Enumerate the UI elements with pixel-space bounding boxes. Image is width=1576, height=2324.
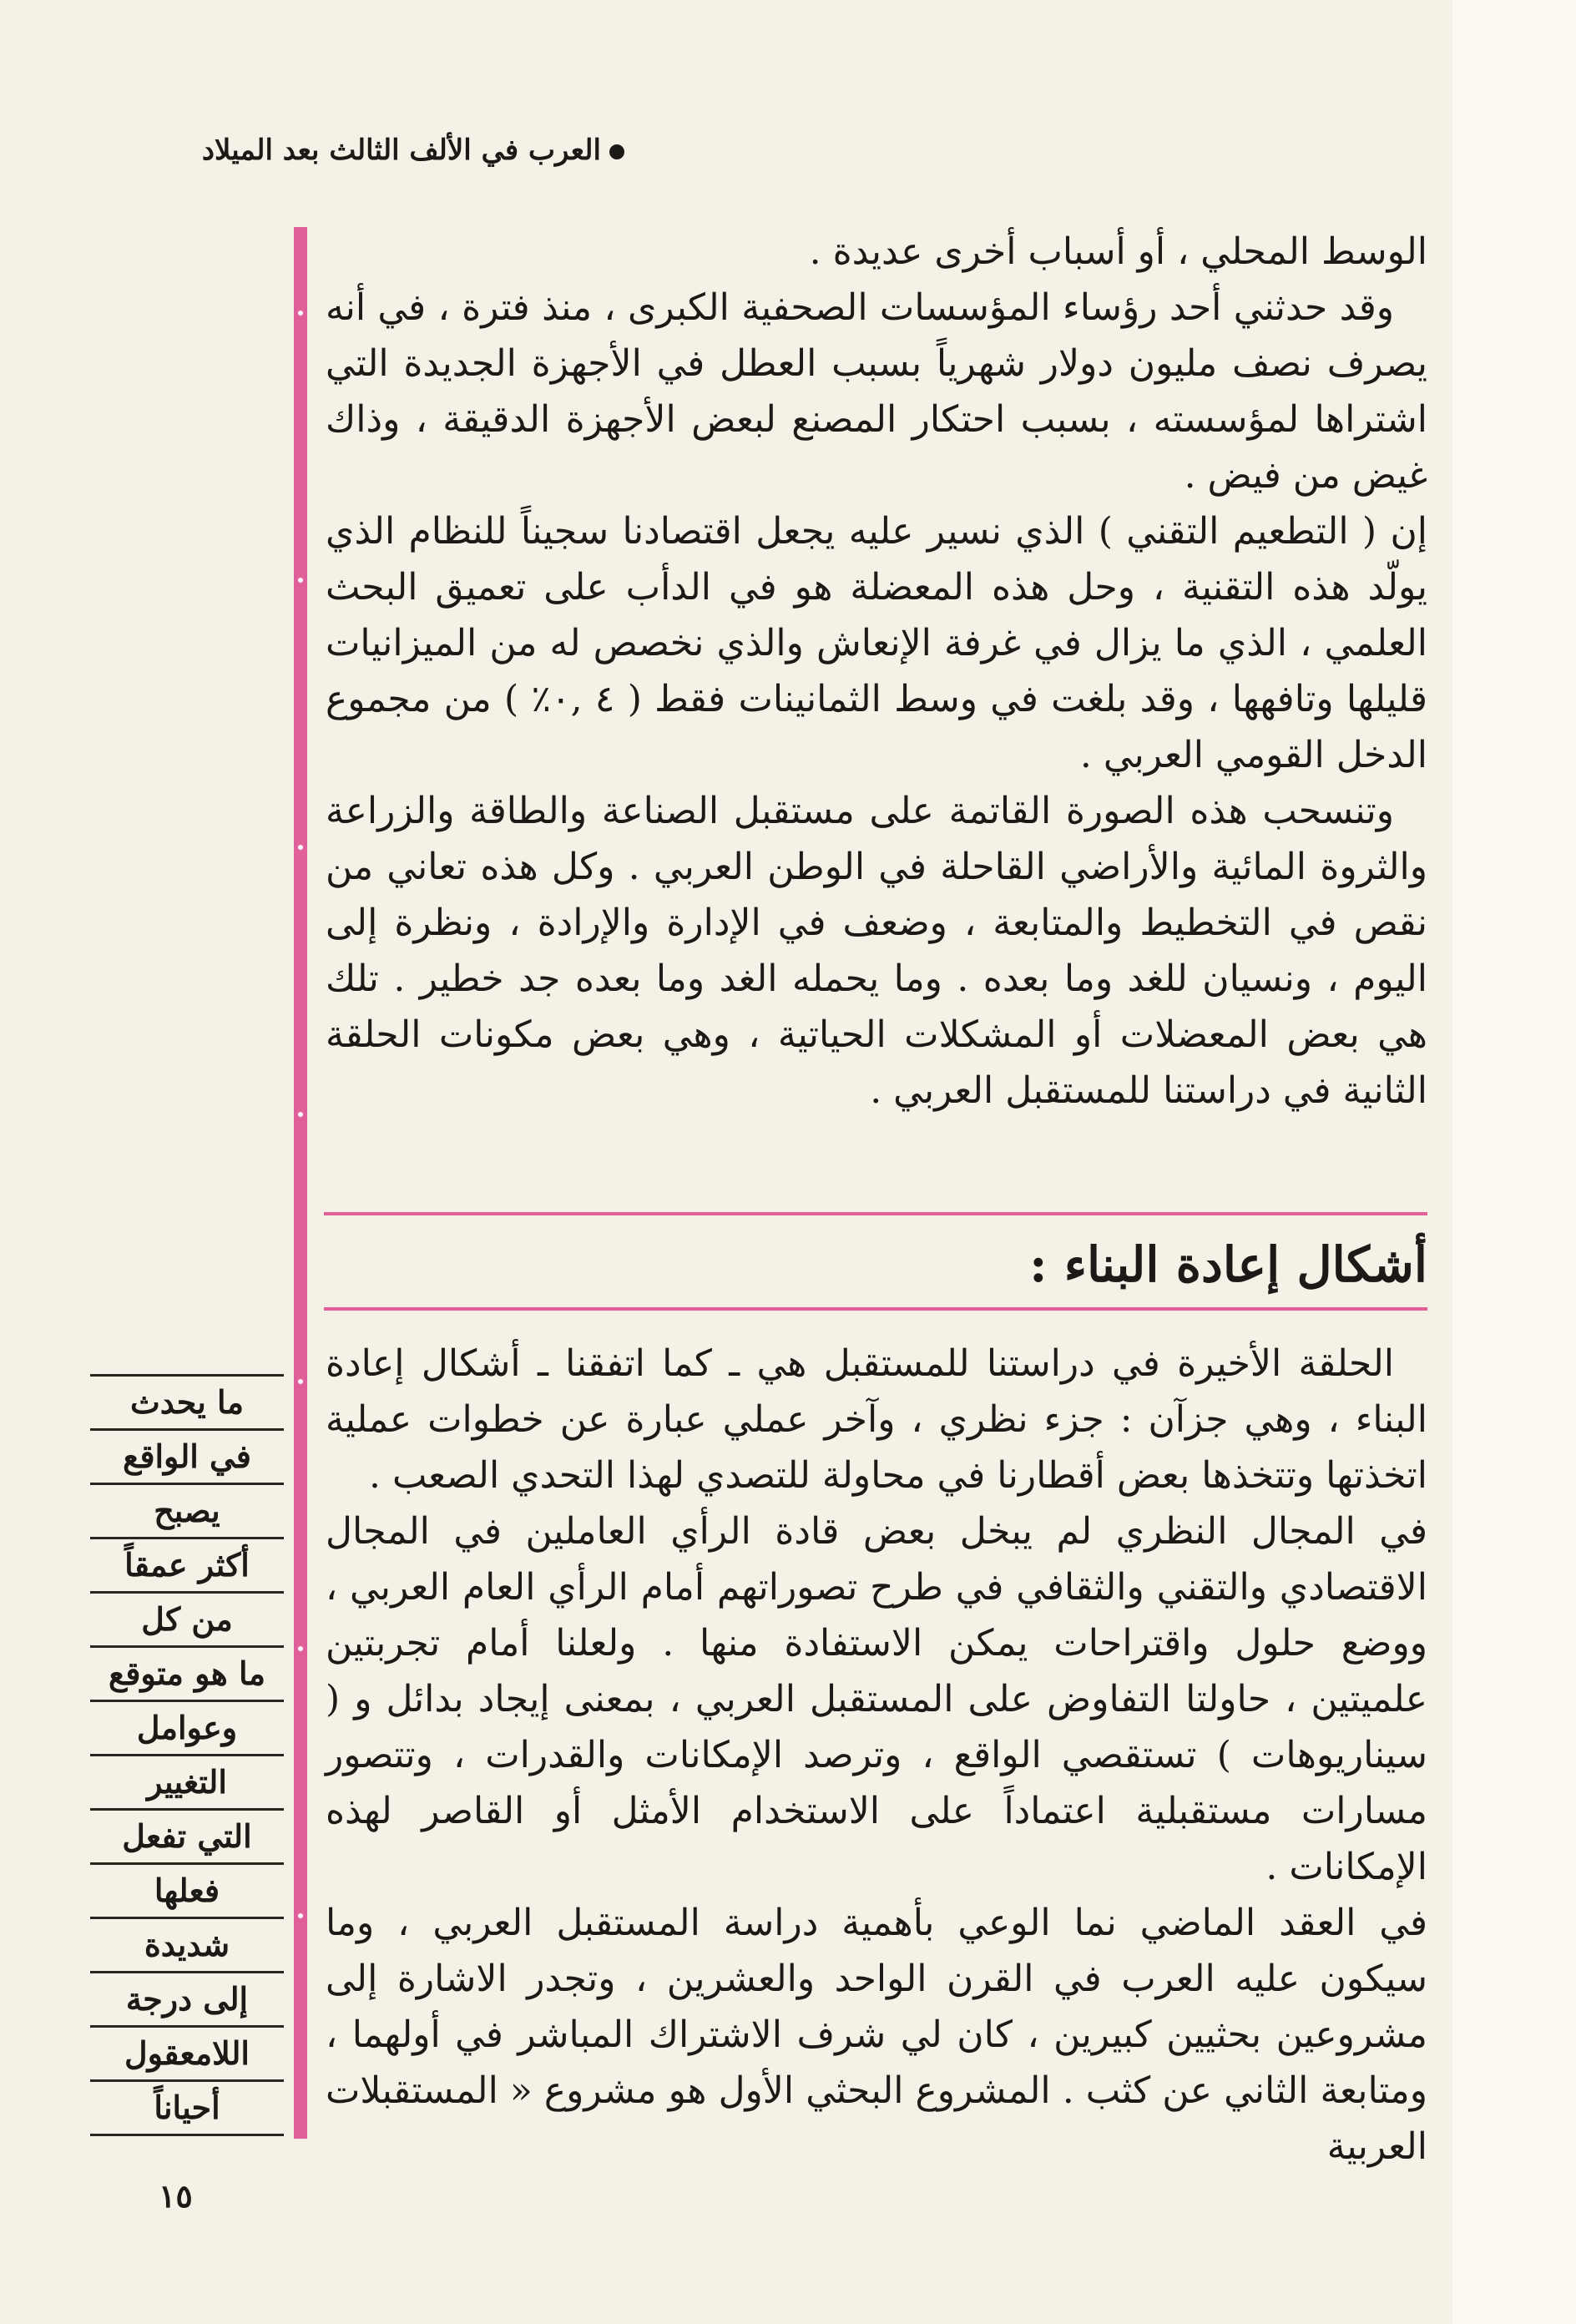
pullquote-line: يصبح bbox=[90, 1485, 284, 1539]
heading-rule-bottom bbox=[324, 1307, 1427, 1311]
pullquote-line: التي تفعل bbox=[90, 1811, 284, 1865]
pullquote-line: أكثر عمقاً bbox=[90, 1539, 284, 1594]
paragraph: في العقد الماضي نما الوعي بأهمية دراسة المستقبل العربي ، وما سيكون عليه العرب في القرن الواحد والعشرين ، وتجدر الاشارة إلى مشروعين بحثيين كبيرين ، كان لي شرف الاشتراك المباشر في أولهما ، ومتابعة الثاني عن كثب . المشروع البحثي الأول هو مشروع « المستقبلات العربية bbox=[326, 1902, 1427, 2168]
rule-dot bbox=[298, 311, 303, 316]
pullquote-line: ما يحدث bbox=[90, 1374, 284, 1431]
rule-dot bbox=[298, 1112, 303, 1117]
rule-dot bbox=[298, 1646, 303, 1651]
rule-dot bbox=[298, 1379, 303, 1384]
paragraph: الوسط المحلي ، أو أسباب أخرى عديدة . bbox=[809, 230, 1427, 273]
top-text-section bbox=[326, 224, 1427, 1119]
rule-dot bbox=[298, 1913, 303, 1918]
page-number: ١٥ bbox=[159, 2177, 193, 2215]
running-header bbox=[124, 134, 624, 167]
pullquote-line: التغيير bbox=[90, 1756, 284, 1811]
pullquote-line: أحياناً bbox=[90, 2082, 284, 2136]
margin-pullquote bbox=[90, 1374, 284, 2136]
bottom-text-section bbox=[326, 1336, 1427, 2175]
pullquote-line: اللامعقول bbox=[90, 2028, 284, 2082]
pullquote-line: شديدة bbox=[90, 1919, 284, 1973]
vertical-accent-rule bbox=[294, 227, 307, 2139]
paragraph: وقد حدثني أحد رؤساء المؤسسات الصحفية الكبرى ، منذ فترة ، في أنه يصرف نصف مليون دولار شهرياً بسبب العطل في الأجهزة الجديدة التي اشتراها لمؤسسته ، بسبب احتكار المصنع لبعض الأجهزة الدقيقة ، وذاك غيض من فيض . bbox=[326, 286, 1428, 497]
pullquote-line: من كل bbox=[90, 1594, 284, 1648]
paragraph: وتنسحب هذه الصورة القاتمة على مستقبل الصناعة والطاقة والزراعة والثروة المائية والأراضي القاحلة في الوطن العربي . وكل هذه تعاني من نقص في التخطيط والمتابعة ، وضعف في الإدارة والإرادة ، ونظرة إلى اليوم ، ونسيان للغد وما بعده . وما يحمله الغد وما بعده جد خطير . تلك هي بعض المعضلات أو المشكلات الحياتية ، وهي بعض مكونات الحلقة الثانية في دراستنا للمستقبل العربي . bbox=[326, 790, 1427, 1112]
rule-dot bbox=[298, 845, 303, 850]
section-heading: أشكال إعادة البناء : bbox=[1029, 1236, 1427, 1293]
heading-rule-top bbox=[324, 1212, 1427, 1215]
paragraph: الحلقة الأخيرة في دراستنا للمستقبل هي ـ كما اتفقنا ـ أشكال إعادة البناء ، وهي جزآن : جزء نظري ، وآخر عملي عبارة عن خطوات عملية اتخذتها وتتخذها بعض أقطارنا في محاولة للتصدي لهذا التحدي الصعب . bbox=[326, 1342, 1427, 1497]
pullquote-line: فعلها bbox=[90, 1865, 284, 1919]
pullquote-line: ما هو متوقع bbox=[90, 1648, 284, 1702]
pullquote-line: وعوامل bbox=[90, 1702, 284, 1756]
bullet-icon bbox=[609, 144, 624, 159]
pullquote-line: في الواقع bbox=[90, 1431, 284, 1485]
rule-dot bbox=[298, 578, 303, 583]
pullquote-line: إلى درجة bbox=[90, 1973, 284, 2028]
paragraph: في المجال النظري لم يبخل بعض قادة الرأي العاملين في المجال الاقتصادي والتقني والثقافي في طرح تصوراتهم أمام الرأي العام العربي ، ووضع حلول واقتراحات يمكن الاستفادة منها . ولعلنا أمام تجربتين علميتين ، حاولتا التفاوض على المستقبل العربي ، بمعنى إيجاد بدائل و ( سيناريوهات ) تستقصي الواقع ، وترصد الإمكانات والقدرات ، وتتصور مسارات مستقبلية اعتماداً على الاستخدام الأمثل أو القاصر لهذه الإمكانات . bbox=[326, 1510, 1427, 1888]
page-margin-edge bbox=[1452, 0, 1576, 2324]
running-title: العرب في الألف الثالث بعد الميلاد bbox=[201, 134, 601, 167]
paragraph: إن ( التطعيم التقني ) الذي نسير عليه يجعل اقتصادنا سجيناً للنظام الذي يولّد هذه التقنية ، وحل هذه المعضلة هو في الدأب على تعميق البحث العلمي ، الذي ما يزال في غرفة الإنعاش والذي نخصص له من الميزانيات قليلها وتافهها ، وقد بلغت في وسط الثمانينات فقط ( ٤ ,٠٪ ) من مجموع الدخل القومي العربي . bbox=[326, 510, 1427, 776]
